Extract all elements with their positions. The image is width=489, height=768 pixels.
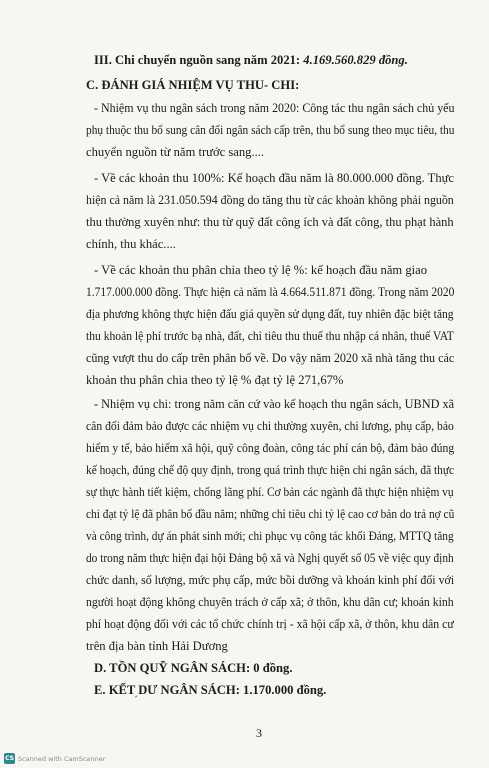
section-d-heading: D. TỒN QUỸ NGÂN SÁCH: 0 đồng. <box>94 661 293 675</box>
section-iii-amount: 4.169.560.829 đồng. <box>303 53 408 67</box>
para3-line: khoản thu phân chia theo tỷ lệ % đạt tỷ lệ 271,67% <box>86 373 344 387</box>
camscanner-logo-icon: CS <box>5 755 14 762</box>
pen-mark: ˊ <box>134 693 138 707</box>
para4-line: kế hoạch, đúng chế độ quy định, trong quá trình thực hiện chi ngân sách, đã thực <box>86 463 455 477</box>
para1-line: chuyển nguồn từ năm trước sang.... <box>86 145 265 159</box>
section-c-heading: C. ĐÁNH GIÁ NHIỆM VỤ THU- CHI: <box>86 78 300 92</box>
para3-line: địa phương không thực hiện đấu giá quyền sử dụng đất, tuy nhiên đặc biệt tăng <box>86 307 454 321</box>
para1-line: - Nhiệm vụ thu ngân sách trong năm 2020: Công tác thu ngân sách chủ yếu <box>94 101 455 115</box>
para3-line: cũng vượt thu do cấp trên phân bổ về. Do vậy năm 2020 xã nhà tăng thu các <box>86 351 455 365</box>
section-iii-label: III. Chi chuyển nguồn sang năm 2021: <box>94 53 304 67</box>
para1-line: phụ thuộc thu bổ sung cân đối ngân sách cấp trên, thu bổ sung theo mục tiêu, thu <box>86 123 455 137</box>
section-iii-heading <box>94 52 408 68</box>
para4-line: trên địa bàn tỉnh Hải Dương <box>86 639 228 653</box>
scanner-label: Scanned with CamScanner <box>18 754 106 763</box>
para4-line: phí hoạt động đối với các tổ chức chính trị - xã hội cấp xã, ở thôn, khu dân cư <box>86 617 454 631</box>
para2-line: hiện cả năm là 231.050.594 đồng do tăng thu từ các khoản không phải nguồn <box>86 193 454 207</box>
para4-line: chi đạt tỷ lệ đã phân bổ đầu năm; những chỉ tiêu chi tỷ lệ cao cơ bản do trả nợ cũ <box>86 507 455 521</box>
para4-line: sự thực hành tiết kiệm, chống lãng phí. Cơ bản các ngành đã thực hiện nhiệm vụ <box>86 485 454 499</box>
para2-line: chính, thu khác.... <box>86 237 176 251</box>
para3-line: thu khoản lệ phí trước bạ nhà, đất, chỉ tiêu thu thuế thu nhập cá nhân, thuế VAT <box>86 329 454 343</box>
para4-line: chức danh, số lượng, mức phụ cấp, mức bồi dưỡng và khoán kinh phí đối với <box>86 573 455 587</box>
para3-line: - Về các khoản thu phân chia theo tỷ lệ %: kế hoạch đầu năm giao <box>94 263 428 277</box>
page-number: 3 <box>256 726 262 740</box>
para3-line: 1.717.000.000 đồng. Thực hiện cả năm là 4.664.511.871 đồng. Trong năm 2020 <box>86 285 455 299</box>
para4-line: cân đối đảm bảo được các nhiệm vụ chi thường xuyên, chi lương, phụ cấp, bảo <box>86 419 454 433</box>
para2-line: thu thường xuyên như: thu từ quỹ đất công ích và đất công, thu phạt hành <box>86 215 454 229</box>
section-e-heading: E. KẾT DƯ NGÂN SÁCH: 1.170.000 đồng. <box>94 683 327 697</box>
para4-line: và công trình, dự án phát sinh mới; chi phục vụ công tác khối Đảng, MTTQ tăng <box>86 529 454 543</box>
para2-line: - Về các khoản thu 100%: Kế hoạch đầu năm là 80.000.000 đồng. Thực <box>94 171 454 185</box>
para4-line: người hoạt động không chuyên trách ở cấp xã; ở thôn, khu dân cư; khoán kinh <box>86 595 454 609</box>
scanner-watermark <box>4 753 105 764</box>
para4-line: do trong năm thực hiện đại hội Đảng bộ xã và Nghị quyết số 05 về việc quy định <box>86 551 454 565</box>
para4-line: - Nhiệm vụ chi: trong năm căn cứ vào kế hoạch thu ngân sách, UBND xã <box>94 397 455 411</box>
para4-line: hiểm y tế, bảo hiểm xã hội, quỹ công đoàn, công tác phí cán bộ, đảm bảo đúng <box>86 441 455 455</box>
